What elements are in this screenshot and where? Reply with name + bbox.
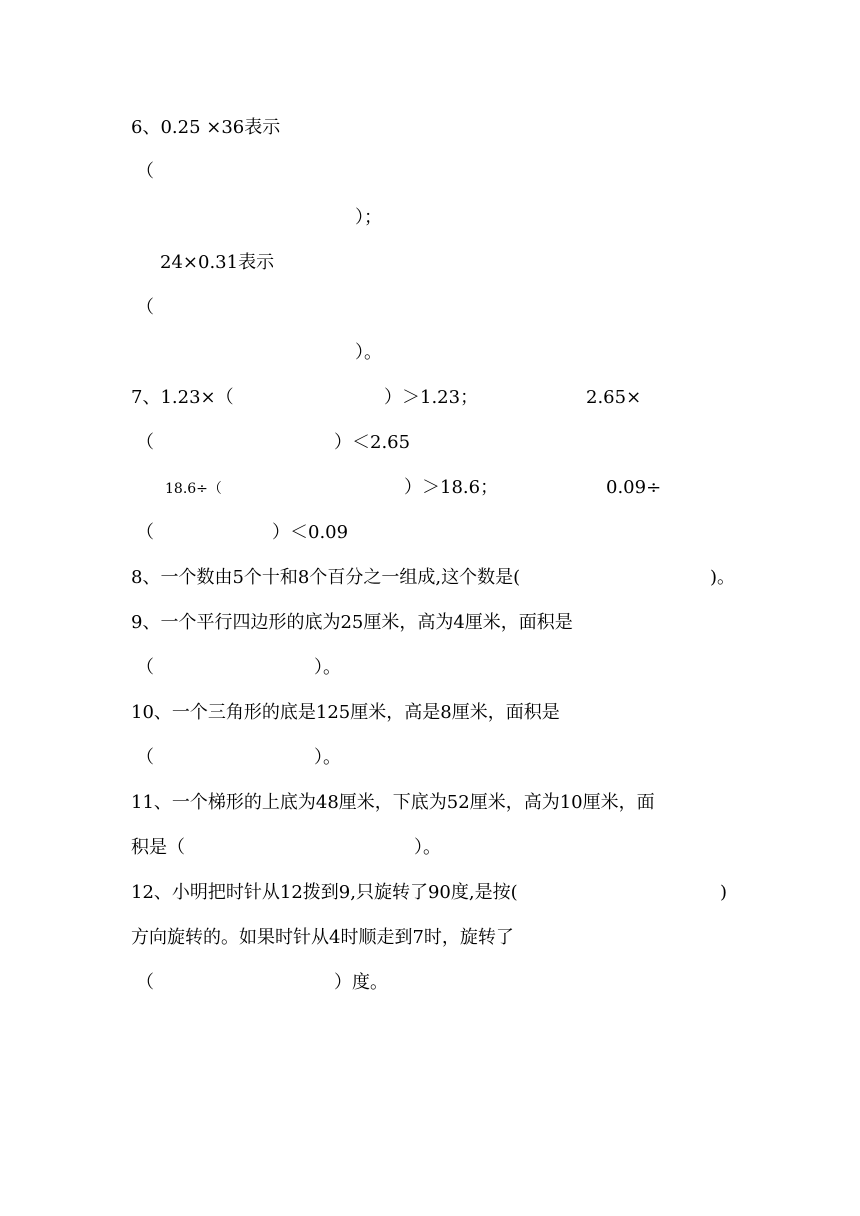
q11-line2: 积是（ (131, 837, 185, 858)
q6-line1: 6、0.25 ×36表示 (131, 117, 281, 138)
q7-c-right: 0.09÷ (606, 477, 662, 498)
q6-open-paren-2: （ (136, 297, 154, 318)
q10-open: （ (136, 747, 154, 768)
q12-open: （ (136, 972, 154, 993)
q7-a-mid: ）＞1.23； (384, 387, 479, 408)
q12-text: 12、小明把时针从12拨到9,只旋转了90度,是按( (131, 882, 518, 903)
q12-close1: ) (720, 882, 728, 903)
q12-line2: 方向旋转的。如果时针从4时顺走到7时，旋转了 (131, 927, 514, 948)
q7-a-left: 7、1.23×（ (131, 387, 234, 408)
q8-close: )。 (710, 567, 736, 588)
q7-b-close: ）＜2.65 (334, 432, 411, 453)
q9-close: ）。 (314, 657, 341, 678)
q11-text: 11、一个梯形的上底为48厘米，下底为52厘米，高为10厘米，面 (131, 792, 655, 813)
q12-close2: ）度。 (334, 972, 388, 993)
q6-close-paren-2: ）。 (355, 342, 382, 363)
q6-open-paren: （ (136, 161, 154, 182)
q7-a-right: 2.65× (586, 387, 642, 408)
q6-close-paren: ）； (355, 207, 382, 228)
q9-open: （ (136, 657, 154, 678)
q7-c-left (165, 476, 222, 501)
q6-line4: 24×0.31表示 (160, 252, 275, 273)
q10-close: ）。 (314, 747, 341, 768)
q10-text: 10、一个三角形的底是125厘米，高是8厘米，面积是 (131, 702, 560, 723)
q11-close: ）。 (414, 837, 441, 858)
q7-d-close: ）＜0.09 (272, 522, 349, 543)
q7-c-left-text: 18.6÷（ (165, 481, 222, 497)
q7-c-mid: ）＞18.6； (404, 477, 499, 498)
q7-d-open: （ (136, 522, 154, 543)
q9-text: 9、一个平行四边形的底为25厘米，高为4厘米，面积是 (131, 612, 573, 633)
q8-text: 8、一个数由5个十和8个百分之一组成,这个数是( (131, 567, 521, 588)
q7-b-open: （ (136, 432, 154, 453)
